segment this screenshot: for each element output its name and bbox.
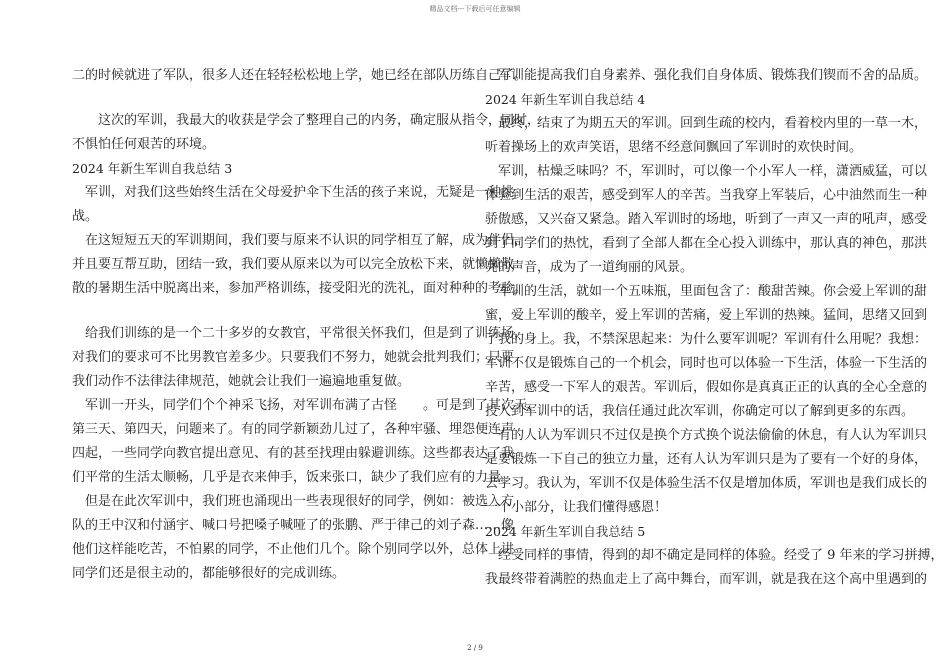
paragraph-line: 体验到生活的艰苦，感受到军人的辛苦。当我穿上军装后，心中油然而生一种 (485, 188, 928, 203)
paragraph-line: 辛苦，感受一下军人的艰苦。军训后，假如你是真真正正的认真的全心全意的 (485, 380, 928, 395)
paragraph-line: 第三天、第四天，问题来了。有的同学新颖劲儿过了，各种牢骚、埋怨便连声 (72, 422, 515, 437)
section-heading: 2024 年新生军训自我总结 4 (485, 92, 646, 107)
paragraph-line: 们平常的生活太顺畅，几乎是衣来伸手，饭来张口，缺少了我们应有的力量。 (72, 470, 515, 485)
paragraph-line: 同学们还是很主动的，都能够很好的完成训练。 (72, 566, 346, 581)
paragraph-line: 听着操场上的欢声笑语，思绪不经意间飘回了军训时的欢快时间。 (485, 140, 863, 155)
paragraph-line: 军训不仅是锻炼自己的一个机会，同时也可以体验一下生活，体验一下生活的 (485, 356, 928, 371)
paragraph-line: 军训能提高我们自身素养、强化我们自身体质、锻炼我们锲而不舍的品质。 (485, 68, 928, 83)
paragraph-line: 在这短短五天的军训期间，我们要与原来不认识的同学相互了解，成为伴侣， (72, 233, 528, 248)
left-column (72, 64, 541, 586)
paragraph-line: 军训，对我们这些始终生活在父母爱护伞下生活的孩子来说，无疑是一种挑 (72, 185, 515, 200)
paragraph-line: 给我们训练的是一个二十多岁的女教官，平常很关怀我们，但是到了训练场， (72, 326, 528, 341)
paragraph-line: 了我的身上。我，不禁深思起来：为什么要军训呢？军训有什么用呢？我想： (485, 332, 928, 347)
paragraph-line: 对我们的要求可不比男教官差多少。只要我们不努力，她就会批判我们；只要 (72, 350, 515, 365)
paragraph-line: 我最终带着满腔的热血走上了高中舞台，而军训，就是我在这个高中里遇到的 (485, 572, 928, 587)
paragraph-line: 蜜，爱上军训的酸辛，爱上军训的苦痛，爱上军训的热辣。猛间，思绪又回到 (485, 308, 928, 323)
paragraph-line: 去学习。我认为，军训不仅是体验生活不仅是增加体质，军训也是我们成长的 (485, 476, 928, 491)
paragraph-line: 我们动作不法律法律规范，她就会让我们一遍遍地重复做。 (72, 374, 411, 389)
paragraph-line: 是要锻炼一下自己的独立力量，还有人认为军训只是为了要有一个好的身体， (485, 452, 928, 467)
paragraph-line: 并且要互帮互助，团结一致，我们要从原来以为可以完全放松下来，就懒懒散 (72, 257, 515, 272)
paragraph-gap (72, 301, 472, 322)
paragraph-line: 四起，一些同学向教官提出意见、有的甚至找理由躲避训练。这些都表达了我 (72, 446, 515, 461)
page-header: 精品文档---下载后可任意编辑 (429, 5, 521, 13)
paragraph-line: 军训的生活，就如一个五味瓶，里面包含了：酸甜苦辣。你会爱上军训的甜 (485, 284, 928, 299)
paragraph-gap (72, 88, 472, 109)
paragraph-line: 他们这样能吃苦，不怕累的同学，不止他们几个。除个别同学以外，总体上讲 (72, 542, 515, 557)
paragraph-line: 亮的声音，成为了一道绚丽的风景。 (485, 260, 694, 275)
paragraph-line: 军训，枯燥乏味吗？不，军训时，可以像一个小军人一样，潇洒威猛，可以 (485, 164, 928, 179)
paragraph-line: 不惧怕任何艰苦的环境。 (72, 137, 216, 152)
paragraph-line: 最终，结束了为期五天的军训。回到生疏的校内，看着校内里的一草一木， (485, 116, 928, 131)
paragraph-line: 有的人认为军训只不过仅是换个方式换个说法偷偷的休息，有人认为军训只 (485, 428, 928, 443)
paragraph-line: 到了同学们的热忱，看到了全部人都在全心投入训练中，那认真的神色，那洪 (485, 236, 928, 251)
paragraph-line: 投入到军训中的话，我信任通过此次军训，你确定可以了解到更多的东西。 (485, 404, 915, 419)
section-heading: 2024 年新生军训自我总结 3 (72, 161, 233, 176)
paragraph-line: 骄傲感，又兴奋又紧急。踏入军训时的场地，听到了一声又一声的吼声，感受 (485, 212, 928, 227)
paragraph-line: 队的王中汉和付涵宇、喊口号把嗓子喊哑了的张鹏、严于律己的刘子森……像 (72, 518, 515, 533)
paragraph-line: 这次的军训，我最大的收获是学会了整理自己的内务，确定服从指令，同时， (72, 113, 541, 128)
paragraph-line: 二的时候就进了军队，很多人还在轻轻松松地上学，她已经在部队历练自己了。 (72, 68, 528, 83)
paragraph-line: 战。 (72, 209, 99, 224)
paragraph-line: 军训一开头，同学们个个神采飞扬，对军训布满了古怪 。可是到了其次天、 (72, 398, 541, 413)
section-heading: 2024 年新生军训自我总结 5 (485, 524, 646, 539)
right-column (485, 64, 944, 592)
paragraph-line: 经受同样的事情，得到的却不确定是同样的体验。经受了 9 年来的学习拼搏， (485, 548, 944, 563)
paragraph-line: 散的暑期生活中脱离出来，参加严格训练，接受阳光的洗礼，面对种种的考验。 (72, 281, 528, 296)
page-number: 2 / 9 (467, 644, 483, 652)
paragraph-line: 但是在此次军训中，我们班也涌现出一些表现很好的同学，例如：被选入方 (72, 494, 515, 509)
paragraph-line: 一个小部分，让我们懂得感恩！ (485, 500, 668, 515)
